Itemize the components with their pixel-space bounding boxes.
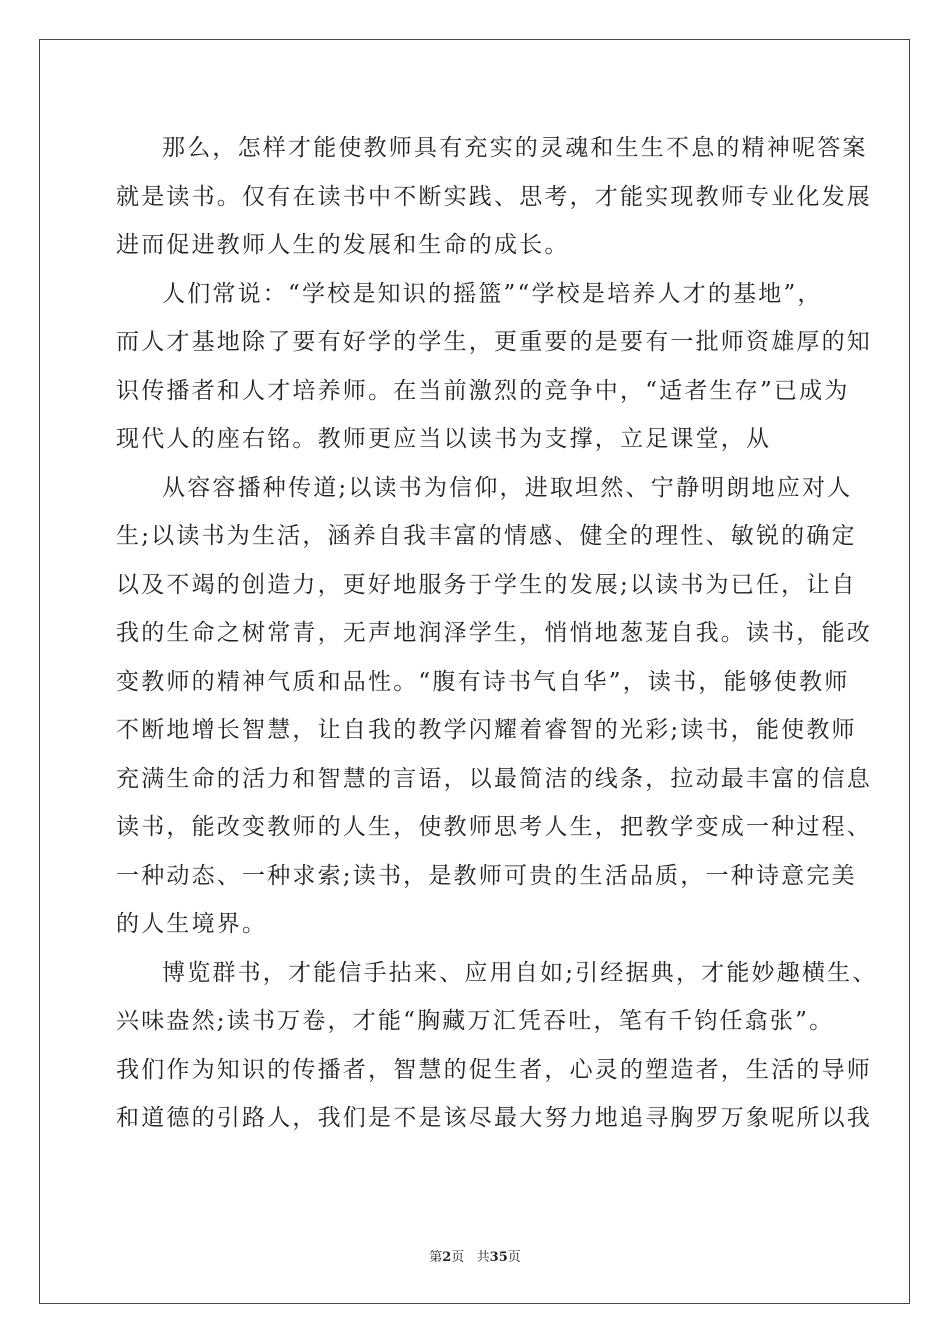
text-line: 我的生命之树常青，无声地润泽学生，悄悄地葱茏自我。读书，能改 — [116, 620, 872, 646]
text-line: 读书，能改变教师的人生，使教师思考人生，把教学变成一种过程、 — [116, 814, 872, 840]
text-line: 现代人的座右铭。教师更应当以读书为支撑，立足课堂，从 — [116, 426, 772, 452]
text-line: 变教师的精神气质和品性。“腹有诗书气自华”，读书，能够使教师 — [116, 668, 850, 695]
text-line: 那么，怎样才能使教师具有充实的灵魂和生生不息的精神呢答案 — [162, 135, 868, 161]
text-line: 我们作为知识的传播者，智慧的促生者，心灵的塑造者，生活的导师 — [116, 1056, 872, 1083]
current-page-number: 2 — [442, 1250, 452, 1265]
text-line: 从容容播种传道;以读书为信仰，进取坦然、宁静明朗地应对人 — [162, 474, 853, 501]
text-line: 一种动态、一种求索;读书，是教师可贵的生活品质，一种诗意完美 — [116, 862, 857, 889]
text-line: 就是读书。仅有在读书中不断实践、思考，才能实现教师专业化发展 — [116, 183, 872, 210]
text-line: 人们常说：“学校是知识的摇篮”“学校是培养人才的基地”， — [162, 280, 823, 307]
text-line: 博览群书，才能信手拈来、应用自如;引经据典，才能妙趣横生、 — [162, 959, 878, 986]
text-line: 生;以读书为生活，涵养自我丰富的情感、健全的理性、敏锐的确定 — [116, 523, 857, 549]
text-line: 兴味盎然;读书万卷，才能“胸藏万汇凭吞吐，笔有千钧任翕张”。 — [116, 1008, 835, 1034]
footer-prefix: 第 — [429, 1250, 443, 1265]
document-body — [116, 124, 878, 1143]
text-line: 而人才基地除了要有好学的学生，更重要的是要有一批师资雄厚的知 — [116, 329, 872, 355]
total-page-number: 35 — [489, 1250, 508, 1265]
footer-suffix: 页 — [507, 1250, 521, 1265]
text-line: 的人生境界。 — [116, 911, 268, 937]
footer-middle: 页 共 — [451, 1250, 490, 1265]
text-line: 和道德的引路人，我们是不是该尽最大努力地追寻胸罗万象呢所以我 — [116, 1105, 872, 1131]
page-footer — [0, 1246, 950, 1265]
text-line: 识传播者和人才培养师。在当前激烈的竞争中，“适者生存”已成为 — [116, 377, 850, 404]
text-line: 以及不竭的创造力，更好地服务于学生的发展;以读书为已任，让自 — [116, 571, 857, 598]
text-line: 充满生命的活力和智慧的言语，以最简洁的线条，拉动最丰富的信息 — [116, 765, 872, 792]
text-line: 不断地增长智慧，让自我的教学闪耀着睿智的光彩;读书，能使教师 — [116, 717, 857, 743]
text-line: 进而促进教师人生的发展和生命的成长。 — [116, 232, 570, 258]
